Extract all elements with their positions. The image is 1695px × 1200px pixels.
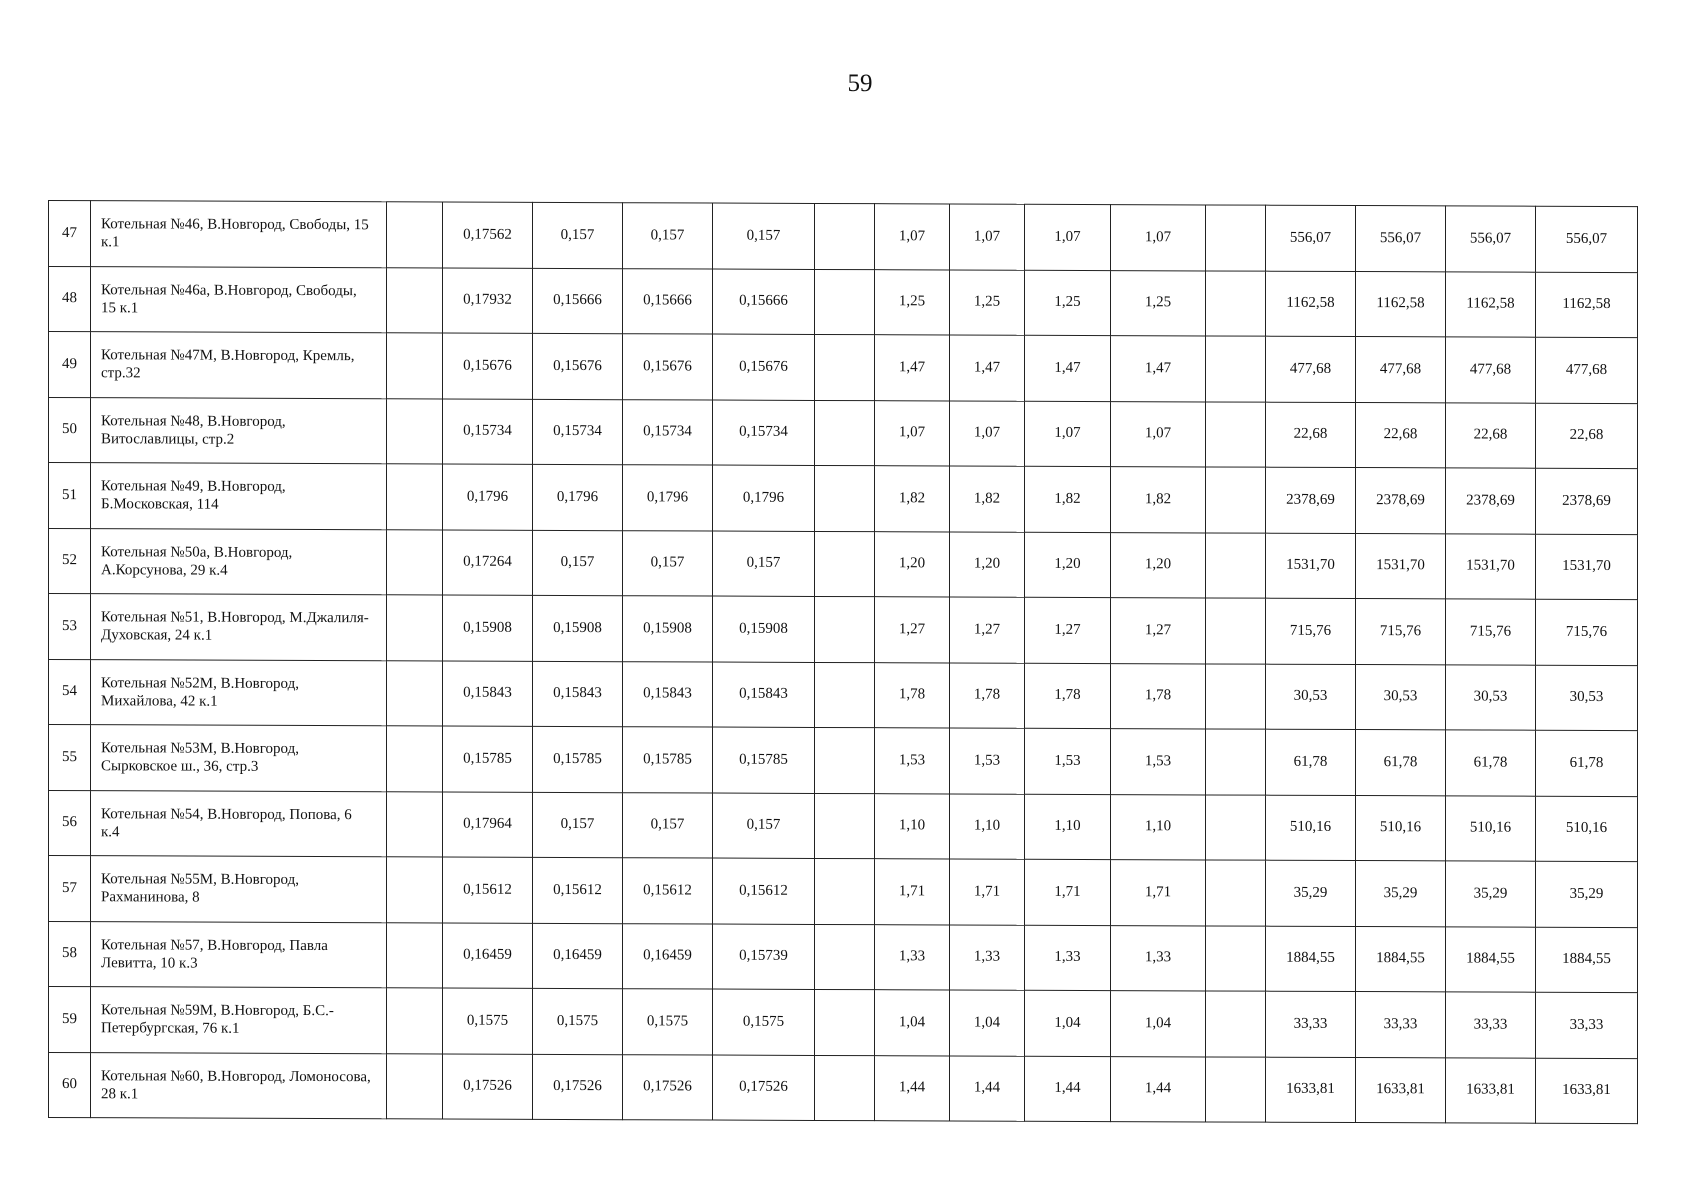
value-cell-group-b: 1,27 [950, 597, 1025, 663]
value-cell-group-a: 0,157 [623, 792, 713, 858]
value-cell-group-c: 556,07 [1446, 206, 1536, 272]
empty-cell [387, 595, 443, 661]
value-cell-group-b: 1,10 [1111, 794, 1206, 860]
value-cell-group-a: 0,157 [533, 530, 623, 596]
value-cell-group-a: 0,16459 [623, 923, 713, 989]
value-cell-group-c: 61,78 [1356, 730, 1446, 796]
value-cell-group-a: 0,1796 [533, 464, 623, 530]
value-cell-group-b: 1,78 [1111, 663, 1206, 729]
empty-cell [1206, 729, 1266, 795]
empty-cell [387, 857, 443, 923]
empty-cell [1206, 1056, 1266, 1122]
value-cell-group-b: 1,20 [1111, 532, 1206, 598]
empty-cell [387, 660, 443, 726]
empty-cell [1206, 401, 1266, 467]
value-cell-group-a: 0,157 [623, 530, 713, 596]
value-cell-group-c: 2378,69 [1356, 468, 1446, 534]
empty-cell [387, 464, 443, 530]
value-cell-group-a: 0,17526 [623, 1054, 713, 1120]
value-cell-group-c: 33,33 [1356, 992, 1446, 1058]
value-cell-group-c: 35,29 [1356, 861, 1446, 927]
value-cell-group-c: 33,33 [1446, 992, 1536, 1058]
value-cell-group-a: 0,1575 [533, 988, 623, 1054]
empty-cell [815, 989, 875, 1055]
value-cell-group-a: 0,15666 [533, 268, 623, 334]
empty-cell [815, 269, 875, 335]
boiler-name-cell: Котельная №57, В.Новгород, Павла Левитта, 10 к.3 [91, 921, 387, 988]
value-cell-group-b: 1,33 [950, 924, 1025, 990]
table-row [49, 528, 1638, 600]
value-cell-group-b: 1,07 [1025, 204, 1111, 270]
empty-cell [387, 988, 443, 1054]
table-row [49, 397, 1638, 469]
boiler-name-cell: Котельная №59М, В.Новгород, Б.С.-Петербургская, 76 к.1 [91, 987, 387, 1054]
value-cell-group-c: 22,68 [1266, 402, 1356, 468]
value-cell-group-a: 0,157 [713, 793, 815, 859]
value-cell-group-b: 1,47 [950, 335, 1025, 401]
row-number-cell: 49 [49, 332, 91, 398]
value-cell-group-b: 1,04 [950, 990, 1025, 1056]
table-body [49, 201, 1638, 1124]
empty-cell [815, 465, 875, 531]
value-cell-group-c: 1162,58 [1536, 272, 1638, 338]
empty-cell [1206, 991, 1266, 1057]
empty-cell [1206, 794, 1266, 860]
value-cell-group-c: 1531,70 [1266, 533, 1356, 599]
empty-cell [815, 203, 875, 269]
value-cell-group-a: 0,15676 [443, 333, 533, 399]
value-cell-group-a: 0,17964 [443, 792, 533, 858]
value-cell-group-b: 1,53 [1111, 729, 1206, 795]
value-cell-group-c: 35,29 [1446, 861, 1536, 927]
value-cell-group-c: 30,53 [1356, 664, 1446, 730]
page-number: 59 [847, 70, 873, 97]
value-cell-group-a: 0,15785 [623, 727, 713, 793]
value-cell-group-c: 1162,58 [1266, 271, 1356, 337]
value-cell-group-a: 0,15843 [533, 661, 623, 727]
value-cell-group-a: 0,15908 [623, 596, 713, 662]
boiler-name-cell: Котельная №46а, В.Новгород, Свободы, 15 к.1 [91, 266, 387, 333]
value-cell-group-c: 1531,70 [1446, 533, 1536, 599]
value-cell-group-b: 1,25 [1025, 270, 1111, 336]
value-cell-group-a: 0,16459 [443, 923, 533, 989]
empty-cell [815, 1055, 875, 1121]
boiler-name-cell: Котельная №50а, В.Новгород, А.Корсунова, 29 к.4 [91, 528, 387, 595]
boiler-name-cell: Котельная №51, В.Новгород, М.Джалиля-Духовская, 24 к.1 [91, 594, 387, 661]
value-cell-group-a: 0,17562 [443, 202, 533, 268]
value-cell-group-a: 0,17932 [443, 268, 533, 334]
value-cell-group-b: 1,04 [1025, 990, 1111, 1056]
empty-cell [1206, 598, 1266, 664]
value-cell-group-b: 1,07 [1111, 205, 1206, 271]
value-cell-group-c: 510,16 [1356, 795, 1446, 861]
value-cell-group-c: 1633,81 [1446, 1057, 1536, 1123]
value-cell-group-a: 0,157 [713, 531, 815, 597]
empty-cell [815, 793, 875, 859]
value-cell-group-a: 0,15908 [443, 595, 533, 661]
value-cell-group-c: 477,68 [1266, 336, 1356, 402]
value-cell-group-b: 1,44 [950, 1055, 1025, 1121]
value-cell-group-c: 1884,55 [1446, 926, 1536, 992]
row-number-cell: 54 [49, 659, 91, 725]
value-cell-group-b: 1,71 [1025, 859, 1111, 925]
value-cell-group-b: 1,82 [1025, 466, 1111, 532]
value-cell-group-a: 0,15612 [533, 857, 623, 923]
value-cell-group-c: 510,16 [1446, 795, 1536, 861]
value-cell-group-a: 0,1796 [713, 465, 815, 531]
empty-cell [387, 1053, 443, 1119]
value-cell-group-c: 1884,55 [1356, 926, 1446, 992]
value-cell-group-b: 1,10 [950, 793, 1025, 859]
table-row [49, 659, 1638, 731]
value-cell-group-a: 0,17526 [443, 1054, 533, 1120]
table-row [49, 987, 1638, 1059]
empty-cell [387, 529, 443, 595]
value-cell-group-a: 0,15843 [713, 662, 815, 728]
boiler-name-cell: Котельная №53М, В.Новгород, Сырковское ш., 36, стр.3 [91, 725, 387, 792]
row-number-cell: 51 [49, 463, 91, 529]
boiler-name-cell: Котельная №52М, В.Новгород, Михайлова, 42 к.1 [91, 659, 387, 726]
value-cell-group-c: 1162,58 [1356, 271, 1446, 337]
table-row [49, 921, 1638, 993]
boiler-name-cell: Котельная №54, В.Новгород, Попова, 6 к.4 [91, 790, 387, 857]
value-cell-group-b: 1,82 [1111, 467, 1206, 533]
value-cell-group-c: 1884,55 [1266, 926, 1356, 992]
row-number-cell: 59 [49, 987, 91, 1053]
empty-cell [387, 726, 443, 792]
value-cell-group-c: 61,78 [1446, 730, 1536, 796]
value-cell-group-c: 2378,69 [1446, 468, 1536, 534]
value-cell-group-b: 1,07 [950, 204, 1025, 270]
empty-cell [1206, 532, 1266, 598]
value-cell-group-a: 0,15739 [713, 924, 815, 990]
value-cell-group-a: 0,15734 [533, 399, 623, 465]
value-cell-group-c: 1531,70 [1356, 533, 1446, 599]
value-cell-group-a: 0,15612 [713, 858, 815, 924]
value-cell-group-a: 0,1575 [713, 989, 815, 1055]
empty-cell [387, 398, 443, 464]
value-cell-group-c: 1162,58 [1446, 271, 1536, 337]
value-cell-group-b: 1,44 [1111, 1056, 1206, 1122]
value-cell-group-a: 0,15734 [443, 399, 533, 465]
value-cell-group-b: 1,25 [1111, 270, 1206, 336]
empty-cell [815, 531, 875, 597]
value-cell-group-a: 0,17526 [713, 1055, 815, 1121]
table-row [49, 332, 1638, 404]
value-cell-group-a: 0,15908 [713, 596, 815, 662]
value-cell-group-b: 1,47 [875, 335, 950, 401]
value-cell-group-a: 0,17526 [533, 1054, 623, 1120]
table-row [49, 856, 1638, 928]
empty-cell [815, 400, 875, 466]
value-cell-group-c: 22,68 [1446, 402, 1536, 468]
value-cell-group-c: 1633,81 [1266, 1057, 1356, 1123]
value-cell-group-a: 0,15676 [533, 333, 623, 399]
row-number-cell: 47 [49, 201, 91, 267]
value-cell-group-c: 1884,55 [1536, 927, 1638, 993]
empty-cell [1206, 205, 1266, 271]
value-cell-group-b: 1,53 [1025, 728, 1111, 794]
empty-cell [815, 334, 875, 400]
value-cell-group-b: 1,33 [875, 924, 950, 990]
value-cell-group-b: 1,27 [875, 597, 950, 663]
value-cell-group-a: 0,157 [713, 203, 815, 269]
value-cell-group-a: 0,15666 [623, 268, 713, 334]
value-cell-group-c: 22,68 [1356, 402, 1446, 468]
empty-cell [387, 333, 443, 399]
value-cell-group-c: 556,07 [1266, 205, 1356, 271]
boiler-name-cell: Котельная №48, В.Новгород, Витославлицы, стр.2 [91, 397, 387, 464]
row-number-cell: 56 [49, 790, 91, 856]
value-cell-group-c: 1633,81 [1536, 1058, 1638, 1124]
empty-cell [1206, 663, 1266, 729]
row-number-cell: 48 [49, 266, 91, 332]
table-row [49, 790, 1638, 862]
value-cell-group-b: 1,71 [875, 859, 950, 925]
value-cell-group-c: 477,68 [1536, 337, 1638, 403]
value-cell-group-b: 1,07 [875, 204, 950, 270]
value-cell-group-b: 1,71 [1111, 860, 1206, 926]
value-cell-group-c: 477,68 [1446, 337, 1536, 403]
value-cell-group-a: 0,15676 [713, 334, 815, 400]
value-cell-group-c: 510,16 [1536, 796, 1638, 862]
value-cell-group-b: 1,07 [950, 400, 1025, 466]
table-row [49, 201, 1638, 273]
value-cell-group-c: 61,78 [1266, 729, 1356, 795]
value-cell-group-b: 1,82 [875, 466, 950, 532]
boiler-name-cell: Котельная №47М, В.Новгород, Кремль, стр.32 [91, 332, 387, 399]
value-cell-group-b: 1,04 [1111, 991, 1206, 1057]
empty-cell [1206, 860, 1266, 926]
empty-cell [815, 662, 875, 728]
row-number-cell: 53 [49, 594, 91, 660]
value-cell-group-b: 1,44 [875, 1055, 950, 1121]
value-cell-group-b: 1,78 [875, 662, 950, 728]
value-cell-group-b: 1,07 [1111, 401, 1206, 467]
row-number-cell: 60 [49, 1052, 91, 1118]
boiler-name-cell: Котельная №55М, В.Новгород, Рахманинова, 8 [91, 856, 387, 923]
empty-cell [815, 727, 875, 793]
boiler-name-cell: Котельная №49, В.Новгород, Б.Московская, 114 [91, 463, 387, 530]
value-cell-group-c: 2378,69 [1536, 468, 1638, 534]
boiler-name-cell: Котельная №46, В.Новгород, Свободы, 15 к.1 [91, 201, 387, 268]
table-row [49, 1052, 1638, 1124]
value-cell-group-b: 1,33 [1111, 925, 1206, 991]
value-cell-group-c: 510,16 [1266, 795, 1356, 861]
row-number-cell: 50 [49, 397, 91, 463]
empty-cell [815, 596, 875, 662]
value-cell-group-a: 0,15785 [533, 726, 623, 792]
table-row [49, 725, 1638, 797]
value-cell-group-b: 1,27 [1111, 598, 1206, 664]
value-cell-group-b: 1,04 [875, 990, 950, 1056]
value-cell-group-a: 0,16459 [533, 923, 623, 989]
value-cell-group-c: 33,33 [1536, 992, 1638, 1058]
empty-cell [815, 924, 875, 990]
value-cell-group-a: 0,15666 [713, 269, 815, 335]
value-cell-group-c: 1531,70 [1536, 534, 1638, 600]
table-row [49, 266, 1638, 338]
value-cell-group-a: 0,157 [533, 202, 623, 268]
value-cell-group-b: 1,27 [1025, 597, 1111, 663]
value-cell-group-b: 1,33 [1025, 925, 1111, 991]
value-cell-group-c: 477,68 [1356, 337, 1446, 403]
value-cell-group-a: 0,15785 [713, 727, 815, 793]
empty-cell [1206, 925, 1266, 991]
value-cell-group-b: 1,47 [1025, 335, 1111, 401]
value-cell-group-b: 1,82 [950, 466, 1025, 532]
value-cell-group-a: 0,15734 [623, 399, 713, 465]
value-cell-group-c: 33,33 [1266, 991, 1356, 1057]
value-cell-group-c: 1633,81 [1356, 1057, 1446, 1123]
value-cell-group-b: 1,44 [1025, 1056, 1111, 1122]
value-cell-group-a: 0,15612 [443, 857, 533, 923]
value-cell-group-a: 0,1796 [623, 465, 713, 531]
value-cell-group-b: 1,78 [1025, 663, 1111, 729]
value-cell-group-a: 0,15785 [443, 726, 533, 792]
value-cell-group-b: 1,47 [1111, 336, 1206, 402]
empty-cell [1206, 467, 1266, 533]
value-cell-group-c: 715,76 [1446, 599, 1536, 665]
row-number-cell: 52 [49, 528, 91, 594]
value-cell-group-b: 1,53 [950, 728, 1025, 794]
value-cell-group-b: 1,25 [875, 269, 950, 335]
empty-cell [387, 202, 443, 268]
table-row [49, 594, 1638, 666]
value-cell-group-c: 61,78 [1536, 730, 1638, 796]
empty-cell [815, 858, 875, 924]
value-cell-group-b: 1,07 [1025, 401, 1111, 467]
value-cell-group-c: 715,76 [1356, 599, 1446, 665]
value-cell-group-b: 1,07 [875, 400, 950, 466]
value-cell-group-b: 1,53 [875, 728, 950, 794]
row-number-cell: 58 [49, 921, 91, 987]
value-cell-group-c: 715,76 [1266, 598, 1356, 664]
value-cell-group-a: 0,15734 [713, 400, 815, 466]
value-cell-group-a: 0,15843 [623, 661, 713, 727]
table-row [49, 463, 1638, 535]
value-cell-group-c: 35,29 [1266, 860, 1356, 926]
value-cell-group-c: 715,76 [1536, 599, 1638, 665]
empty-cell [1206, 270, 1266, 336]
value-cell-group-a: 0,15843 [443, 661, 533, 727]
tariff-table [48, 200, 1638, 1124]
value-cell-group-c: 22,68 [1536, 403, 1638, 469]
empty-cell [387, 791, 443, 857]
value-cell-group-c: 30,53 [1536, 665, 1638, 731]
value-cell-group-c: 556,07 [1356, 206, 1446, 272]
empty-cell [1206, 336, 1266, 402]
value-cell-group-b: 1,20 [950, 531, 1025, 597]
value-cell-group-c: 30,53 [1266, 664, 1356, 730]
empty-cell [387, 922, 443, 988]
value-cell-group-b: 1,10 [875, 793, 950, 859]
row-number-cell: 57 [49, 856, 91, 922]
table-container [48, 200, 1638, 1118]
value-cell-group-a: 0,1796 [443, 464, 533, 530]
value-cell-group-a: 0,1575 [623, 989, 713, 1055]
value-cell-group-c: 35,29 [1536, 861, 1638, 927]
row-number-cell: 55 [49, 725, 91, 791]
boiler-name-cell: Котельная №60, В.Новгород, Ломоносова, 28 к.1 [91, 1052, 387, 1119]
value-cell-group-a: 0,17264 [443, 530, 533, 596]
value-cell-group-b: 1,78 [950, 662, 1025, 728]
value-cell-group-c: 2378,69 [1266, 467, 1356, 533]
value-cell-group-b: 1,20 [875, 531, 950, 597]
value-cell-group-c: 556,07 [1536, 206, 1638, 272]
value-cell-group-b: 1,10 [1025, 794, 1111, 860]
value-cell-group-a: 0,157 [623, 203, 713, 269]
value-cell-group-a: 0,15612 [623, 858, 713, 924]
empty-cell [387, 267, 443, 333]
value-cell-group-a: 0,1575 [443, 988, 533, 1054]
value-cell-group-b: 1,25 [950, 269, 1025, 335]
value-cell-group-a: 0,15908 [533, 595, 623, 661]
value-cell-group-b: 1,71 [950, 859, 1025, 925]
value-cell-group-a: 0,157 [533, 792, 623, 858]
value-cell-group-c: 30,53 [1446, 664, 1536, 730]
value-cell-group-a: 0,15676 [623, 334, 713, 400]
value-cell-group-b: 1,20 [1025, 532, 1111, 598]
